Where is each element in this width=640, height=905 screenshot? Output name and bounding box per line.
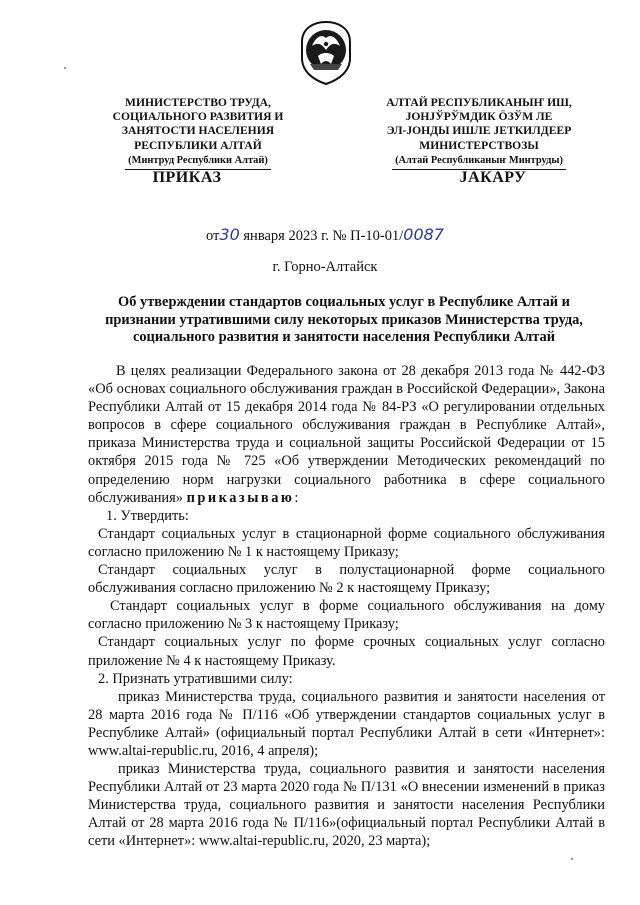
standard-4: Стандарт социальных услуг по форме срочных социальных услуг согласно приложение № 4 к настоящему Приказу.: [88, 634, 605, 669]
order-keyword: приказываю: [186, 489, 295, 506]
ministry-short-name-altai: (Алтай Республиканыҥ Минтруды): [392, 154, 566, 170]
scan-speck: [64, 67, 66, 69]
order-title-russian: ПРИКАЗ: [152, 169, 222, 186]
standard-1: Стандарт социальных услуг в стационарной форме социального обслуживания согласно приложению № 1 к настоящему Приказу;: [88, 525, 605, 560]
repealed-order-2: приказ Министерства труда, социального развития и занятости населения Республики Алтай от 23 марта 2020 года № П/131 «О внесении изменений в приказ Министерства труда, социального развития и занятости населения Республики Алтай от 28 марта 2016 года № П/116»(официальный портал Республики Алтай в сети «Интернет»: www.altai-republic.ru, 2020, 23 марта);: [88, 761, 605, 850]
ministry-short-name-russian: (Минтруд Республики Алтай): [125, 154, 271, 170]
standard-3: Стандарт социальных услуг в форме социального обслуживания на дому согласно приложению № 3 к настоящему Приказу;: [88, 598, 605, 633]
order-dateline: от30 января 2023 г. № П-10-01/0087: [206, 225, 444, 244]
standard-2: Стандарт социальных услуг в полустационарной форме социального обслуживания согласно приложению № 2 к настоящему Приказу;: [88, 562, 605, 597]
document-body: [88, 362, 605, 851]
city: г. Горно-Алтайск: [272, 259, 378, 275]
document-title: Об утверждении стандартов социальных услуг в Республике Алтай и признании утратившими силу некоторых приказов Министерства труда, социального развития и занятости населения Республики Алтай: [105, 294, 583, 345]
handwritten-order-number: 0087: [403, 225, 444, 244]
scan-speck: [571, 858, 573, 860]
order-title-altai: ЈАКАРУ: [459, 169, 527, 186]
preamble-paragraph: В целях реализации Федерального закона от 28 декабря 2013 года № 442-ФЗ «Об основах социального обслуживания граждан в Российской Федерации», Закона Республики Алтай от 15 декабря 2014 года № 84-РЗ «О регулировании отдельных вопросов в сфере социального обслуживания граждан в Республике Алтай», приказа Министерства труда и социальной защиты Российской Федерации от 15 октября 2015 года № 725 «Об утверждении Методических рекомендаций по определению норм нагрузки социального работника в сфере социального обслуживания» приказываю:: [88, 363, 605, 506]
coat-of-arms-icon: [298, 20, 354, 86]
ministry-name-altai: АЛТАЙ РЕСПУБЛИКАНЫҤ ИШ, ЈОНЈЎРЎМДИК ÖЗЎМ ЛЕ ЭЛ-ЈОНДЫ ИШЛЕ ЈЕТКИЛДЕЕР МИНИСТЕРСТВОЗЫ (Алтай Республиканыҥ Минтруды): [352, 96, 606, 170]
repealed-order-1: приказ Министерства труда, социального развития и занятости населения от 28 марта 2016 года № П/116 «Об утверждении стандартов социальных услуг в Республике Алтай» (официальный портал Республики Алтай в сети «Интернет»: www.altai-republic.ru, 2016, 4 апреля);: [88, 688, 605, 759]
handwritten-day: 30: [219, 225, 240, 244]
item-1-heading: 1. Утвердить:: [106, 507, 189, 524]
ministry-name-russian: МИНИСТЕРСТВО ТРУДА, СОЦИАЛЬНОГО РАЗВИТИЯ И ЗАНЯТОСТИ НАСЕЛЕНИЯ РЕСПУБЛИКИ АЛТАЙ (Минтруд Республики Алтай): [78, 96, 318, 170]
item-2-heading: 2. Признать утратившими силу:: [98, 670, 293, 687]
